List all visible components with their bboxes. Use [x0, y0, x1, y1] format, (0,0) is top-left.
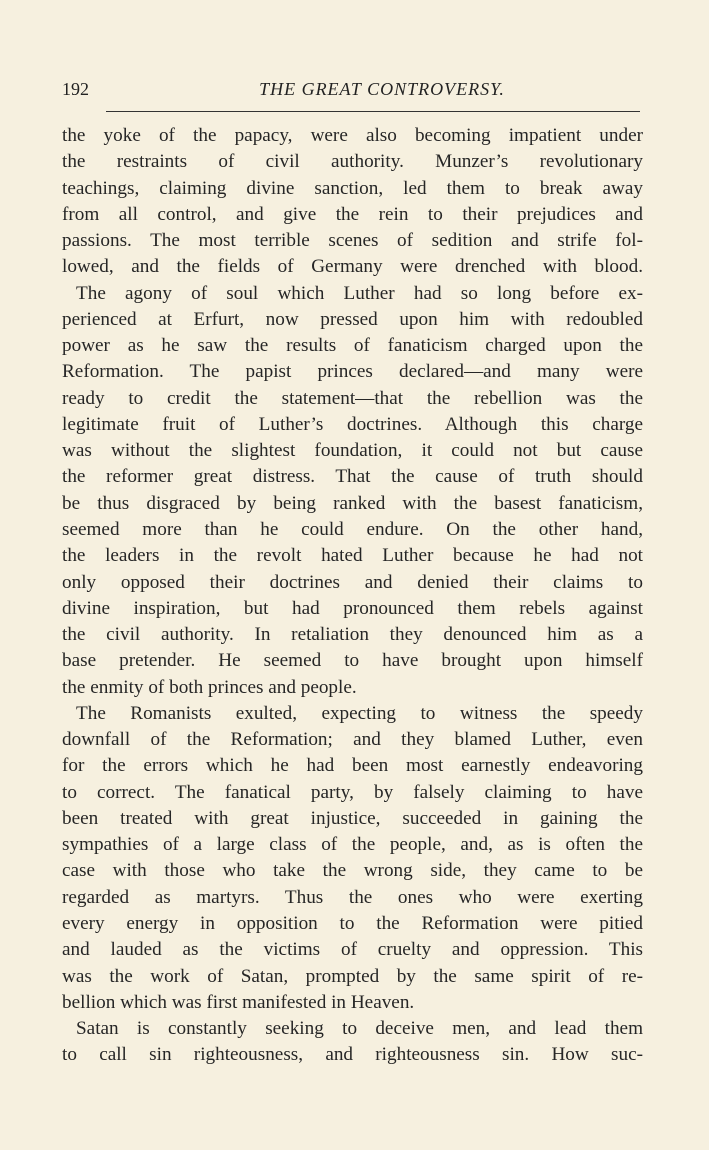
text-line: was without the slightest foundation, it could not but cause	[62, 440, 643, 462]
text-line: from all control, and give the rein to their prejudices and	[62, 203, 643, 225]
page-number: 192	[62, 79, 89, 99]
text-line: bellion which was first manifested in Heaven.	[62, 991, 415, 1013]
text-line: for the errors which he had been most earnestly endeavoring	[62, 755, 643, 777]
header-rule	[106, 111, 640, 112]
paragraph	[62, 701, 643, 1016]
text-line: the civil authority. In retaliation they denounced him as a	[62, 624, 643, 646]
text-line: the reformer great distress. That the cause of truth should	[62, 466, 643, 488]
text-line: legitimate fruit of Luther’s doctrines. Although this charge	[62, 413, 643, 435]
text-line: teachings, claiming divine sanction, led them to break away	[62, 177, 643, 199]
text-line: power as he saw the results of fanaticism charged upon the	[62, 335, 643, 357]
running-head	[62, 76, 642, 102]
paragraph	[62, 123, 643, 281]
body-text	[62, 123, 643, 1069]
text-line: Reformation. The papist princes declared—and many were	[62, 361, 643, 383]
text-line: base pretender. He seemed to have brought upon himself	[62, 650, 643, 672]
text-line: and lauded as the victims of cruelty and oppression. This	[62, 939, 643, 961]
text-line: sympathies of a large class of the people, and, as is often the	[62, 834, 643, 856]
text-line: ready to credit the statement—that the rebellion was the	[62, 387, 643, 409]
text-line: only opposed their doctrines and denied their claims to	[62, 571, 643, 593]
text-line: the leaders in the revolt hated Luther because he had not	[62, 545, 643, 567]
text-line: every energy in opposition to the Reformation were pitied	[62, 912, 643, 934]
text-line: lowed, and the fields of Germany were drenched with blood.	[62, 256, 643, 278]
paragraph	[62, 1016, 643, 1069]
text-line: downfall of the Reformation; and they blamed Luther, even	[62, 729, 643, 751]
text-line: to correct. The fanatical party, by falsely claiming to have	[62, 781, 643, 803]
text-line: The agony of soul which Luther had so long before ex-	[76, 282, 643, 304]
text-line: The Romanists exulted, expecting to witness the speedy	[76, 702, 643, 724]
text-line: case with those who take the wrong side, they came to be	[62, 860, 643, 882]
text-line: seemed more than he could endure. On the other hand,	[62, 518, 643, 540]
text-line: regarded as martyrs. Thus the ones who were exerting	[62, 886, 643, 908]
text-line: was the work of Satan, prompted by the same spirit of re-	[62, 965, 643, 987]
text-line: to call sin righteousness, and righteousness sin. How suc-	[62, 1044, 643, 1066]
paragraph	[62, 281, 643, 701]
text-line: been treated with great injustice, succeeded in gaining the	[62, 807, 643, 829]
text-line: Satan is constantly seeking to deceive men, and lead them	[76, 1018, 643, 1040]
text-line: passions. The most terrible scenes of sedition and strife fol-	[62, 230, 643, 252]
text-line: divine inspiration, but had pronounced them rebels against	[62, 597, 643, 619]
text-line: the restraints of civil authority. Munzer’s revolutionary	[62, 151, 643, 173]
text-line: the enmity of both princes and people.	[62, 676, 357, 698]
text-line: perienced at Erfurt, now pressed upon him with redoubled	[62, 308, 643, 330]
text-line: the yoke of the papacy, were also becoming impatient under	[62, 125, 643, 146]
text-line: be thus disgraced by being ranked with the basest fanaticism,	[62, 492, 643, 514]
running-title: THE GREAT CONTROVERSY.	[259, 79, 505, 99]
